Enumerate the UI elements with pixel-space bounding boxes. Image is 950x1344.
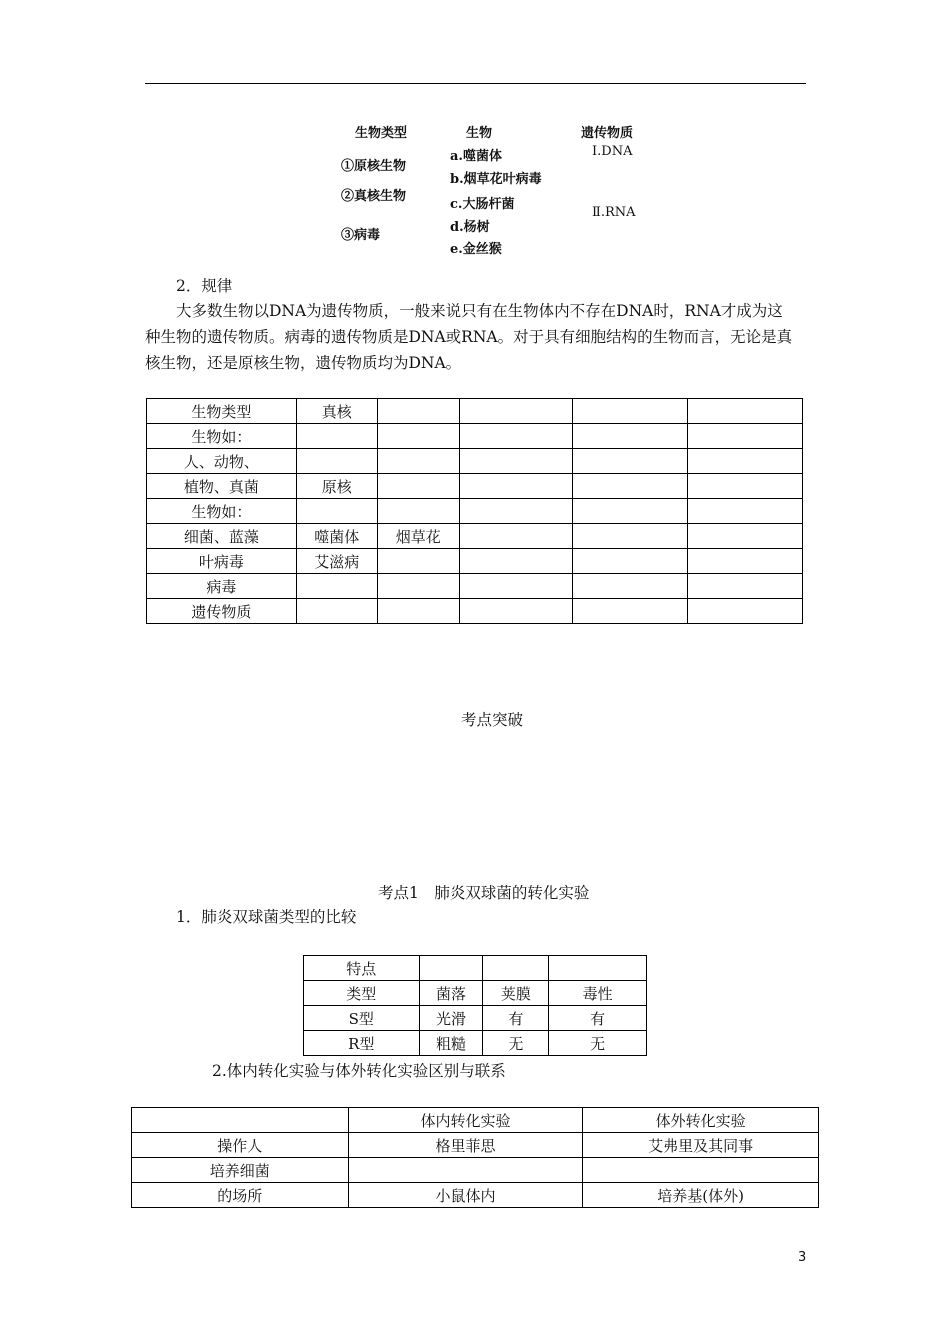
table-row <box>147 474 803 499</box>
table-cell <box>459 574 573 599</box>
table-cell: 培养基(体外) <box>583 1183 819 1208</box>
table-cell <box>573 399 688 424</box>
table-cell: 荚膜 <box>483 981 549 1006</box>
table-row <box>304 1006 647 1031</box>
table-cell <box>688 549 803 574</box>
table-row <box>132 1133 819 1158</box>
table-cell: 特点 <box>304 956 420 981</box>
header-organism: 生物 <box>466 126 493 141</box>
table-cell <box>377 599 459 624</box>
table-cell: 噬菌体 <box>296 524 377 549</box>
page-number: 3 <box>798 1250 807 1265</box>
table-cell <box>573 524 688 549</box>
table-cell <box>296 424 377 449</box>
table-cell <box>688 399 803 424</box>
table-cell <box>688 524 803 549</box>
type-eukaryote: ②真核生物 <box>341 189 407 204</box>
table-row <box>304 981 647 1006</box>
table-cell: 光滑 <box>419 1006 483 1031</box>
table-row <box>147 424 803 449</box>
type-prokaryote: ①原核生物 <box>341 159 407 174</box>
table-cell: 细菌、蓝藻 <box>147 524 297 549</box>
table-cell <box>688 424 803 449</box>
table-cell: 有 <box>483 1006 549 1031</box>
table-cell: 烟草花 <box>377 524 459 549</box>
table-cell: 有 <box>549 1006 647 1031</box>
table-cell <box>459 599 573 624</box>
table-cell: 生物如： <box>147 424 297 449</box>
topic1-title: 考点1 肺炎双球菌的转化实验 <box>378 884 590 902</box>
table-cell <box>688 574 803 599</box>
table-cell: 遗传物质 <box>147 599 297 624</box>
table-cell <box>688 449 803 474</box>
table-cell <box>573 474 688 499</box>
table-cell: 菌落 <box>419 981 483 1006</box>
table-cell <box>483 956 549 981</box>
topic1-sub1: 1．肺炎双球菌类型的比较 <box>176 908 357 926</box>
table-cell: 无 <box>549 1031 647 1056</box>
organism-a: a.噬菌体 <box>450 149 502 164</box>
table-cell <box>459 449 573 474</box>
topic1-sub2: 2.体内转化实验与体外转化实验区别与联系 <box>212 1062 506 1080</box>
table-cell <box>296 574 377 599</box>
organism-d: d.杨树 <box>450 220 490 235</box>
table-row <box>147 399 803 424</box>
table-cell <box>377 424 459 449</box>
table-cell <box>459 549 573 574</box>
table-row <box>132 1108 819 1133</box>
table-cell: 小鼠体内 <box>348 1183 583 1208</box>
material-dna: Ⅰ.DNA <box>592 144 633 159</box>
table-cell: 原核 <box>296 474 377 499</box>
table-cell: 的场所 <box>132 1183 349 1208</box>
table-cell <box>132 1108 349 1133</box>
table-cell <box>377 574 459 599</box>
table-cell: 植物、真菌 <box>147 474 297 499</box>
table-row <box>132 1183 819 1208</box>
table-cell: 类型 <box>304 981 420 1006</box>
table-row <box>147 524 803 549</box>
table-cell: 真核 <box>296 399 377 424</box>
table-cell <box>377 499 459 524</box>
table-cell <box>296 499 377 524</box>
section2-line-1: 大多数生物以DNA为遗传物质，一般来说只有在生物体内不存在DNA时，RNA才成为这 <box>176 302 783 320</box>
table-cell <box>296 599 377 624</box>
table-row <box>147 499 803 524</box>
table-cell: 生物如： <box>147 499 297 524</box>
header-genetic-material: 遗传物质 <box>581 126 634 141</box>
table-cell: 体内转化实验 <box>348 1108 583 1133</box>
table-cell: 艾弗里及其同事 <box>583 1133 819 1158</box>
table-cell <box>583 1158 819 1183</box>
table-row <box>304 956 647 981</box>
table-cell: 艾滋病 <box>296 549 377 574</box>
table-cell <box>296 449 377 474</box>
header-organism-type: 生物类型 <box>355 126 408 141</box>
breakthrough-title: 考点突破 <box>460 711 523 729</box>
table-cell <box>377 449 459 474</box>
table-cell <box>459 399 573 424</box>
organism-b: b.烟草花叶病毒 <box>450 172 542 187</box>
table-cell: 无 <box>483 1031 549 1056</box>
table-cell: 毒性 <box>549 981 647 1006</box>
section2-line-2: 种生物的遗传物质。病毒的遗传物质是DNA或RNA。对于具有细胞结构的生物而言，无论是真 <box>145 328 793 346</box>
table-cell: 操作人 <box>132 1133 349 1158</box>
table-cell <box>459 524 573 549</box>
table-cell <box>377 474 459 499</box>
table-cell: 培养细菌 <box>132 1158 349 1183</box>
table-row <box>132 1158 819 1183</box>
table-cell <box>573 549 688 574</box>
transformation-experiment-table <box>131 1107 819 1208</box>
table-row <box>147 574 803 599</box>
section2-line-3: 核生物，还是原核生物，遗传物质均为DNA。 <box>145 354 462 372</box>
table-cell <box>573 499 688 524</box>
table-row <box>147 599 803 624</box>
organism-c: c.大肠杆菌 <box>450 197 515 212</box>
table-cell <box>573 574 688 599</box>
section2-heading: 2．规律 <box>176 277 233 295</box>
table-cell <box>459 424 573 449</box>
organism-e: e.金丝猴 <box>450 242 502 257</box>
table-cell: 叶病毒 <box>147 549 297 574</box>
table-cell: S型 <box>304 1006 420 1031</box>
table-cell <box>348 1158 583 1183</box>
table-row <box>147 549 803 574</box>
table-cell <box>377 549 459 574</box>
table-cell <box>377 399 459 424</box>
table-cell <box>549 956 647 981</box>
header-rule <box>145 83 806 84</box>
table-cell <box>459 474 573 499</box>
table-cell <box>573 424 688 449</box>
table-cell <box>688 474 803 499</box>
table-row <box>147 449 803 474</box>
table-cell: 体外转化实验 <box>583 1108 819 1133</box>
table-cell <box>459 499 573 524</box>
type-virus: ③病毒 <box>341 228 381 243</box>
table-cell: 病毒 <box>147 574 297 599</box>
table-cell: 粗糙 <box>419 1031 483 1056</box>
table-cell: 人、动物、 <box>147 449 297 474</box>
table-cell <box>419 956 483 981</box>
table-row <box>304 1031 647 1056</box>
table-cell <box>573 449 688 474</box>
material-rna: Ⅱ.RNA <box>592 205 636 220</box>
table-cell <box>573 599 688 624</box>
table-cell: 生物类型 <box>147 399 297 424</box>
table-cell: 格里菲思 <box>348 1133 583 1158</box>
organism-material-table <box>146 398 803 624</box>
table-cell <box>688 499 803 524</box>
table-cell <box>688 599 803 624</box>
table-cell: R型 <box>304 1031 420 1056</box>
pneumococcus-type-table <box>303 955 647 1056</box>
